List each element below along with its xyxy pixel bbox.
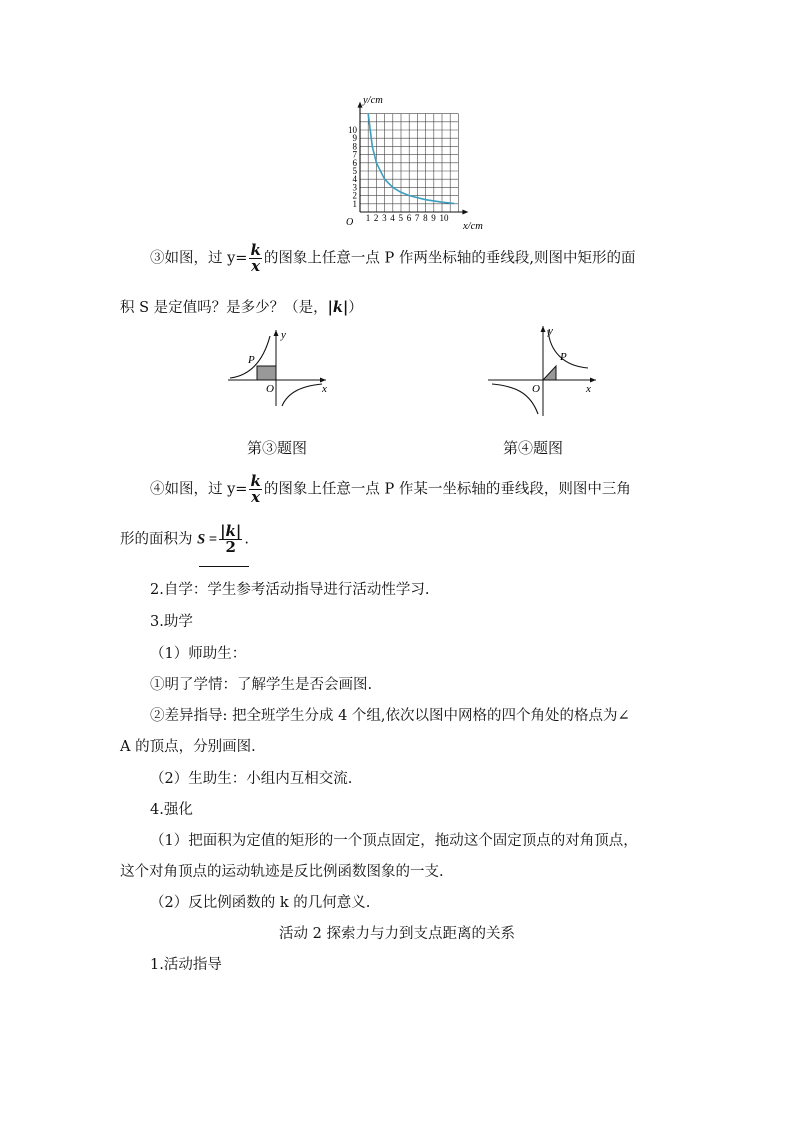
y-tick-label: 3 — [352, 182, 357, 193]
chart-axes — [358, 102, 469, 215]
line-shengzhusheng: （2）生助生：小组内互相交流. — [150, 771, 353, 787]
line-qianghua: 4.强化 — [150, 802, 193, 818]
chart-xlabel: x/cm — [463, 221, 483, 232]
x-tick-label: 2 — [373, 213, 379, 223]
line-mingliao: ①明了学情：了解学生是否会画图. — [150, 677, 373, 693]
x-tick-label: 7 — [414, 213, 420, 223]
frac-num: k — [250, 472, 261, 490]
y-tick-label: 8 — [352, 141, 357, 152]
x-tick-label: 4 — [390, 213, 395, 223]
line-qianghua-2: （2）反比例函数的 k 的几何意义. — [150, 895, 371, 911]
para-3-line2-suffix: ） — [348, 300, 363, 316]
shaded-triangle — [543, 366, 556, 380]
abs-k: |k| — [327, 299, 349, 316]
para-3-line1 — [150, 243, 635, 274]
hyperbola-branch-upper-right — [548, 330, 588, 368]
x-tick-label: 1 — [365, 213, 371, 223]
fig3-label-x: x — [322, 383, 327, 395]
figure-3 — [226, 326, 336, 408]
y-tick-label: 6 — [352, 157, 357, 168]
para-4-line2-prefix: 形的面积为 — [120, 531, 193, 548]
para-3-suffix: 的图象上任意一点 P 作两坐标轴的垂线段,则图中矩形的面 — [263, 250, 636, 267]
x-tick-label: 10 — [439, 213, 449, 223]
line-chayi: ②差异指导: 把全班学生分成 4 个组,依次以图中网格的四个角处的格点为∠ — [150, 708, 630, 724]
line-dingdian: A 的顶点，分别画图. — [120, 739, 256, 755]
frac-den: x — [251, 257, 261, 275]
figure-4-caption: 第④题图 — [503, 439, 564, 457]
para-4-line2 — [120, 524, 249, 555]
chart-grid — [360, 114, 458, 212]
figure-3-caption: 第③题图 — [247, 439, 308, 457]
shaded-rectangle — [257, 366, 276, 380]
hyperbola-branch-lower-right — [282, 384, 322, 406]
hyperbola-curve — [368, 114, 454, 204]
y-tick-label: 1 — [352, 198, 357, 209]
fig4-label-P: P — [560, 351, 567, 363]
para-4-line1 — [150, 474, 631, 505]
y-tick-label: 2 — [352, 190, 357, 201]
x-tick-label: 6 — [406, 213, 412, 223]
line-zhuxue: 3.助学 — [150, 614, 193, 630]
chart-ylabel: y/cm — [363, 95, 383, 106]
activity-2-heading: 活动 2 探索力与力到支点距离的关系 — [279, 926, 515, 942]
figure-4 — [486, 322, 600, 418]
frac-num: k — [250, 241, 261, 259]
S-equals: S = — [197, 531, 218, 548]
para-3-line2 — [120, 296, 363, 317]
fig3-label-P: P — [248, 354, 255, 366]
x-tick-label: 8 — [423, 213, 428, 223]
y-tick-label: 9 — [352, 133, 357, 144]
x-tick-label: 3 — [382, 213, 387, 223]
line-shizhusheng: （1）师助生： — [150, 646, 247, 662]
fig3-label-O: O — [266, 383, 274, 395]
fraction-k-over-x — [249, 243, 261, 274]
line-huodong-zhidao: 1.活动指导 — [150, 957, 222, 973]
x-axis-arrow — [462, 210, 468, 215]
para-3-line2-prefix: 积 S 是定值吗？是多少？（是， — [120, 300, 328, 316]
line-qianghua-1a: （1）把面积为定值的矩形的一个顶点固定，拖动这个固定顶点的对角顶点， — [150, 833, 638, 849]
fig4-label-x: x — [586, 383, 591, 395]
line-qianghua-1b: 这个对角顶点的运动轨迹是反比例函数图象的一支. — [120, 864, 444, 880]
y-tick-label: 7 — [352, 149, 357, 160]
chart-origin: O — [346, 217, 354, 228]
para-4-prefix: ④如图，过 y= — [150, 481, 248, 498]
line-zixue: 2.自学：学生参考活动指导进行活动性学习. — [150, 582, 430, 598]
y-axis-arrow — [358, 102, 363, 108]
fraction-k-over-x — [249, 474, 261, 505]
fig4-label-y: y — [548, 325, 553, 337]
para-4-suffix: 的图象上任意一点 P 作某一坐标轴的垂线段，则图中三角 — [263, 481, 631, 498]
x-tick-label: 9 — [431, 213, 436, 223]
fig3-label-y: y — [281, 329, 286, 341]
para-3-prefix: ③如图，过 y= — [150, 250, 248, 267]
frac-den: x — [251, 488, 261, 506]
fraction-absk-over-2 — [219, 524, 242, 555]
fig4-label-O: O — [532, 383, 540, 395]
inverse-proportion-chart — [340, 92, 490, 234]
frac-num: |k| — [220, 522, 242, 540]
x-tick-label: 5 — [398, 213, 403, 223]
y-tick-label: 5 — [352, 166, 357, 176]
y-tick-label: 4 — [352, 174, 357, 185]
y-tick-label: 10 — [348, 125, 357, 135]
underline-rule — [199, 566, 249, 567]
para-4-line2-suffix: . — [244, 531, 249, 548]
frac-den: 2 — [225, 538, 236, 556]
